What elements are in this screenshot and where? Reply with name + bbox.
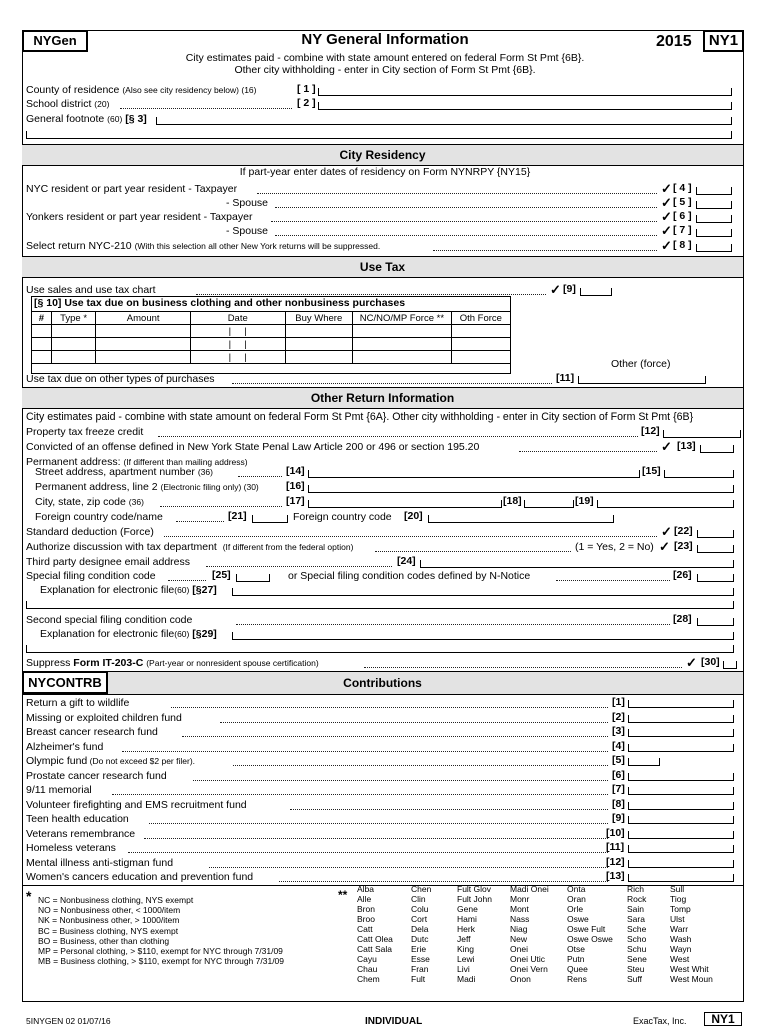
contribution-ref: [9]: [612, 812, 625, 824]
leader-dots: [206, 566, 392, 567]
contribution-ref: [8]: [612, 797, 625, 810]
page-title: NY General Information: [301, 31, 469, 48]
vendor-label: ExacTax, Inc.: [633, 1016, 687, 1026]
check-icon: ✓: [550, 282, 561, 297]
check-icon: ✓: [661, 524, 672, 539]
foreign-code-input[interactable]: [252, 515, 288, 523]
col-header: Oth Force: [451, 312, 510, 325]
contribution-input[interactable]: [628, 715, 734, 723]
county-code: Putn: [567, 954, 585, 964]
select-nyc210-label: Select return NYC-210 (With this selection all other New York returns will be suppressed.: [26, 240, 381, 252]
contribution-input[interactable]: [628, 802, 734, 810]
leader-dots: [160, 506, 282, 507]
county-code: New: [510, 934, 528, 944]
ref-19: [19]: [575, 495, 594, 507]
contribution-label: Breast cancer research fund: [26, 726, 158, 738]
explanation1-input[interactable]: [232, 588, 734, 596]
county-code: West Moun: [670, 974, 713, 984]
col-header: Amount: [96, 312, 191, 325]
county-code: Schu: [627, 944, 647, 954]
explanation1-input-2[interactable]: [26, 601, 734, 609]
school-label: School district (20): [26, 98, 110, 110]
other-purchases-label: Use tax due on other types of purchases: [26, 373, 215, 385]
use-tax-table-title: [§ 10] Use tax due on business clothing and other nonbusiness purchases: [34, 297, 406, 309]
footnote-input-2[interactable]: [26, 131, 732, 139]
county-code: Erie: [411, 944, 427, 954]
county-code: Alle: [357, 894, 372, 904]
convicted-label: Convicted of an offense defined in New York State Penal Law Article 200 or 496 or section 195.20: [26, 441, 480, 453]
contribution-input[interactable]: [628, 758, 660, 766]
legend-star: *: [26, 888, 32, 904]
leader-dots: [209, 867, 608, 868]
col-header: Buy Where: [285, 312, 353, 325]
leader-dots: [122, 751, 608, 752]
contribution-input[interactable]: [628, 744, 734, 752]
contribution-label: Homeless veterans: [26, 842, 116, 854]
street-input-2[interactable]: [664, 470, 734, 478]
check-icon: ✓: [686, 655, 697, 670]
check-icon: ✓: [661, 209, 672, 224]
school-input[interactable]: [318, 102, 732, 110]
contribution-label: Mental illness anti-stigman fund: [26, 856, 174, 869]
contribution-label: Olympic fund (Do not exceed $2 per filer).: [26, 755, 196, 767]
contribution-ref: [12]: [606, 855, 625, 868]
ref-21: [21]: [228, 510, 247, 522]
check-icon: ✓: [659, 539, 670, 554]
county-code: Gene: [457, 904, 478, 914]
county-code: Warr: [670, 924, 689, 934]
contribution-ref: [2]: [612, 710, 625, 723]
contribution-ref: [3]: [612, 725, 625, 737]
county-code: Hami: [457, 914, 477, 924]
county-code: Clin: [411, 894, 426, 904]
residency-note: If part-year enter dates of residency on Form NYNRPY {NY15}: [239, 166, 531, 178]
county-code: Onon: [510, 974, 531, 984]
contribution-label: Return a gift to wildlife: [26, 697, 130, 709]
county-code: West: [670, 954, 690, 964]
county-code: Onei Utic: [510, 954, 545, 964]
section-title: City Residency: [339, 148, 426, 162]
county-code: Sara: [627, 914, 645, 924]
contribution-input[interactable]: [628, 874, 734, 882]
legend-line: NO = Nonbusiness other, < 1000/item: [38, 905, 181, 916]
use-tax-table: [31, 311, 511, 364]
leader-dots: [271, 221, 657, 222]
legend-line: MB = Business clothing, > $110, exempt for NYC through 7/31/09: [38, 956, 285, 967]
zip-input[interactable]: [597, 500, 734, 508]
nyc-taxpayer-input[interactable]: [696, 187, 732, 195]
second-special-input[interactable]: [697, 618, 734, 626]
leader-dots: [176, 521, 224, 522]
contributions-band: [22, 671, 743, 695]
county-code: Herk: [457, 924, 475, 934]
city-estimates-note: City estimates paid - combine with state amount on federal Form St Pmt {6A}. Other city withholding - enter in City section of Form St Pmt {6B}: [26, 411, 694, 423]
property-tax-label: Property tax freeze credit: [26, 426, 144, 438]
form-id: 5INYGEN 02 01/07/16: [26, 1016, 111, 1026]
leader-dots: [364, 667, 682, 668]
contribution-ref: [1]: [612, 696, 625, 708]
county-input[interactable]: [318, 88, 732, 96]
county-code: Wash: [670, 934, 692, 944]
perm-address-label: Permanent address: (If different than mailing address): [26, 456, 248, 468]
leader-dots: [182, 736, 608, 737]
leader-dots: [112, 794, 608, 795]
leader-dots: [275, 235, 657, 236]
county-code: Jeff: [457, 934, 471, 944]
leader-dots: [238, 476, 282, 477]
explanation2-input[interactable]: [232, 632, 734, 640]
second-special-label: Second special filing condition code: [26, 614, 193, 626]
legend-line: BO = Business, other than clothing: [38, 935, 170, 946]
col-header: #: [32, 312, 52, 325]
std-deduction-input[interactable]: [697, 530, 734, 538]
contribution-label: Alzheimer's fund: [26, 740, 104, 753]
ref-8: [ 8 ]: [673, 239, 692, 251]
ref-18: [18]: [503, 495, 522, 507]
county-ref: [ 1 ]: [297, 83, 316, 95]
leader-dots: [196, 294, 546, 295]
tax-year: 2015: [656, 33, 692, 50]
section-title: Contributions: [343, 676, 422, 690]
ref-6: [ 6 ]: [673, 210, 692, 222]
foreign-country-input[interactable]: [428, 515, 614, 523]
ref-24: [24]: [397, 555, 416, 567]
leader-dots: [556, 580, 670, 581]
county-code: Otse: [567, 944, 585, 954]
county-code: Lewi: [457, 954, 475, 964]
nyc-taxpayer-label: NYC resident or part year resident - Taxpayer: [26, 183, 238, 195]
county-code: Suff: [627, 974, 642, 984]
explanation2-input-2[interactable]: [26, 645, 734, 653]
leader-dots: [257, 193, 657, 194]
use-tax-band: [22, 256, 743, 278]
third-party-input[interactable]: [420, 560, 734, 568]
county-code: Oswe: [567, 914, 589, 924]
ref-17: [17]: [286, 495, 305, 507]
header-note-2: Other city withholding - enter in City section of Form St Pmt {6B}.: [234, 64, 536, 76]
county-code: Madi Onei: [510, 884, 549, 894]
property-tax-input[interactable]: [663, 430, 741, 438]
std-deduction-label: Standard deduction (Force): [26, 526, 154, 538]
legend-line: BC = Business clothing, NYS exempt: [38, 925, 179, 936]
leader-dots: [275, 207, 657, 208]
county-code: Sull: [670, 884, 685, 894]
leader-dots: [433, 250, 657, 251]
contribution-ref: [6]: [612, 768, 625, 781]
county-code: Rich: [627, 884, 645, 894]
table-row[interactable]: | |: [32, 325, 511, 338]
contribution-label: Women's cancers education and prevention fund: [26, 871, 254, 883]
footnote-input[interactable]: [156, 117, 732, 125]
state-tag: NY1: [703, 30, 744, 52]
county-code: West Whit: [670, 964, 709, 974]
contribution-input[interactable]: [628, 787, 734, 795]
county-code: Sene: [627, 954, 647, 964]
county-code: Sche: [627, 924, 647, 934]
ref-23: [23]: [674, 540, 693, 552]
city-residency-band: [22, 144, 743, 166]
individual-label: INDIVIDUAL: [365, 1016, 423, 1027]
leader-dots: [149, 823, 608, 824]
contribution-ref: [4]: [612, 739, 625, 752]
yonkers-spouse-input[interactable]: [696, 229, 732, 237]
contribution-input[interactable]: [628, 700, 734, 708]
suppress-input[interactable]: [723, 661, 737, 669]
county-code: Cayu: [357, 954, 377, 964]
school-ref: [ 2 ]: [297, 97, 316, 109]
contribution-label: Missing or exploited children fund: [26, 711, 182, 724]
contribution-input[interactable]: [628, 831, 734, 839]
county-code: Rens: [567, 974, 587, 984]
county-code: Fult: [411, 974, 426, 984]
county-code: Chen: [411, 884, 432, 894]
ref-4: [ 4 ]: [673, 182, 692, 194]
leader-dots: [128, 852, 608, 853]
county-label: County of residence (Also see city residency below) (16): [26, 84, 257, 96]
contribution-label: Prostate cancer research fund: [26, 769, 167, 782]
county-code: Orle: [567, 904, 584, 914]
ref-9: [9]: [563, 283, 576, 295]
leader-dots: [279, 881, 608, 882]
contribution-input[interactable]: [628, 860, 734, 868]
contribution-label: Teen health education: [26, 813, 129, 825]
spouse-label-2: - Spouse: [226, 225, 269, 237]
county-code: Quee: [567, 964, 588, 974]
check-icon: ✓: [661, 439, 672, 454]
ref-20: [20]: [404, 510, 423, 522]
leader-dots: [233, 765, 608, 766]
explanation1-label: Explanation for electronic file(60) [§27]: [40, 584, 217, 596]
contribution-input[interactable]: [628, 816, 734, 824]
section-title: Other Return Information: [310, 391, 455, 405]
ref-16: [16]: [286, 480, 305, 492]
special-code-label: Special filing condition code: [26, 570, 156, 582]
or-special-label: or Special filing condition codes defined by N-Notice: [288, 570, 531, 582]
check-icon: ✓: [661, 195, 672, 210]
county-code: Esse: [411, 954, 430, 964]
ref-7: [ 7 ]: [673, 224, 692, 236]
leader-dots: [171, 707, 608, 708]
third-party-label: Third party designee email address: [26, 556, 191, 568]
spouse-label-1: - Spouse: [226, 197, 269, 209]
contribution-ref: [10]: [606, 826, 625, 839]
county-code: Colu: [411, 904, 429, 914]
ref-14: [14]: [286, 465, 305, 477]
leader-dots: [519, 451, 657, 452]
county-code: Onta: [567, 884, 586, 894]
county-code: Fult Glov: [457, 884, 492, 894]
county-code: Dela: [411, 924, 429, 934]
leader-dots: [193, 780, 608, 781]
sales-chart-label: Use sales and use tax chart: [26, 284, 156, 296]
legend-line: MP = Personal clothing, > $110, exempt for NYC through 7/31/09: [38, 946, 283, 956]
form-code-tag: NYGen: [22, 30, 88, 52]
contribution-ref: [13]: [606, 870, 625, 882]
county-code: Scho: [627, 934, 647, 944]
street-input[interactable]: [308, 470, 640, 478]
state-input[interactable]: [524, 500, 574, 508]
county-code: Broo: [357, 914, 375, 924]
leader-dots: [164, 536, 657, 537]
yes-no-label: (1 = Yes, 2 = No): [575, 541, 654, 553]
county-code: Steu: [627, 964, 645, 974]
address-line2-label: Permanent address, line 2 (Electronic filing only) (30): [35, 481, 259, 493]
convicted-input[interactable]: [700, 445, 734, 453]
ref-13: [13]: [677, 440, 696, 452]
contribution-label: Volunteer firefighting and EMS recruitment fund: [26, 798, 247, 811]
col-header: Date: [190, 312, 285, 325]
leader-dots: [144, 838, 608, 839]
county-code: Mont: [510, 904, 529, 914]
county-code: Madi: [457, 974, 476, 984]
check-icon: ✓: [661, 223, 672, 238]
ref-22: [22]: [674, 525, 693, 537]
ref-25: [25]: [212, 569, 231, 581]
nycontrb-tag: NYCONTRB: [22, 671, 108, 694]
col-header: Type *: [51, 312, 96, 325]
street-label: Street address, apartment number (36): [35, 466, 213, 478]
county-code: Oran: [567, 894, 586, 904]
suppress-label: Suppress Form IT-203-C (Part-year or nonresident spouse certification): [26, 657, 319, 669]
county-code: Livi: [457, 964, 470, 974]
county-code: Rock: [627, 894, 647, 904]
footnote-label: General footnote (60) [§ 3]: [26, 113, 147, 125]
table-row[interactable]: | |: [32, 351, 511, 364]
county-code: Oswe Oswe: [567, 934, 613, 944]
foreign-country-label: Foreign country code: [293, 511, 392, 523]
county-code: Oswe Fult: [567, 924, 606, 934]
leader-dots: [375, 551, 571, 552]
contribution-ref: [11]: [606, 841, 625, 853]
contribution-input[interactable]: [628, 773, 734, 781]
county-code: Catt: [357, 924, 373, 934]
county-code: Fran: [411, 964, 429, 974]
explanation2-label: Explanation for electronic file(60) [§29]: [40, 628, 217, 640]
county-code: Chem: [357, 974, 380, 984]
leader-dots: [168, 580, 206, 581]
other-info-band: [22, 387, 743, 409]
other-force-label: Other (force): [611, 358, 671, 370]
county-code: Dutc: [411, 934, 429, 944]
nyc210-input[interactable]: [696, 244, 732, 252]
address-line2-input[interactable]: [308, 485, 734, 493]
contribution-label: 9/11 memorial: [26, 784, 92, 796]
ref-5: [ 5 ]: [673, 196, 692, 208]
county-code: Tomp: [670, 904, 691, 914]
nyc-spouse-input[interactable]: [696, 201, 732, 209]
col-header: NC/NO/MP Force **: [353, 312, 452, 325]
table-row[interactable]: | |: [32, 338, 511, 351]
county-code: Nass: [510, 914, 530, 924]
city-state-zip-label: City, state, zip code (36): [35, 496, 144, 508]
county-code: Chau: [357, 964, 378, 974]
county-code: Catt Olea: [357, 934, 393, 944]
legend-line: NC = Nonbusiness clothing, NYS exempt: [38, 895, 194, 905]
county-code: Monr: [510, 894, 530, 904]
city-input[interactable]: [308, 500, 502, 508]
leader-dots: [232, 383, 552, 384]
county-code: Bron: [357, 904, 375, 914]
leader-dots: [120, 108, 292, 109]
ref-12: [12]: [641, 425, 660, 437]
special-code-input[interactable]: [236, 574, 270, 582]
ref-11: [11]: [556, 372, 575, 384]
county-code: King: [457, 944, 475, 954]
leader-dots: [158, 436, 638, 437]
check-icon: ✓: [661, 238, 672, 253]
contribution-label: Veterans remembrance: [26, 827, 136, 840]
yonkers-taxpayer-input[interactable]: [696, 215, 732, 223]
ref-15: [15]: [642, 465, 661, 477]
leader-dots: [220, 722, 608, 723]
legend-dstar: **: [338, 888, 348, 902]
county-code: Onei: [510, 944, 528, 954]
other-purchases-input[interactable]: [578, 376, 706, 384]
or-special-input[interactable]: [697, 574, 734, 582]
sales-chart-input[interactable]: [580, 288, 612, 296]
ref-30: [30]: [701, 656, 720, 668]
contribution-input[interactable]: [628, 729, 734, 737]
county-code: Fult John: [457, 894, 492, 904]
table-header-row: [32, 312, 511, 325]
county-code: Cort: [411, 914, 428, 924]
ref-28: [28]: [673, 613, 692, 625]
contribution-ref: [5]: [612, 754, 625, 766]
county-code: Wayn: [670, 944, 692, 954]
county-code: Sain: [627, 904, 645, 914]
county-code: Niag: [510, 924, 528, 934]
legend-line: NK = Nonbusiness other, > 1000/item: [38, 915, 180, 926]
leader-dots: [236, 624, 670, 625]
footer-state-tag: NY1: [704, 1012, 742, 1026]
contribution-ref: [7]: [612, 783, 625, 795]
county-code: Tiog: [670, 894, 687, 904]
leader-dots: [290, 809, 608, 810]
authorize-input[interactable]: [697, 545, 734, 553]
authorize-label: Authorize discussion with tax department (If different from the federal option): [26, 541, 354, 553]
county-code: Ulst: [670, 914, 685, 924]
header-note-1: City estimates paid - combine with state amount entered on federal Form St Pmt {6B}.: [185, 52, 585, 64]
check-icon: ✓: [661, 181, 672, 196]
ref-26: [26]: [673, 569, 692, 581]
county-code: Alba: [357, 884, 375, 894]
county-code: Onei Vern: [510, 964, 548, 974]
county-code: Catt Sala: [357, 944, 392, 954]
section-title: Use Tax: [359, 260, 406, 274]
contribution-input[interactable]: [628, 845, 734, 853]
foreign-code-label: Foreign country code/name: [35, 511, 163, 523]
yonkers-taxpayer-label: Yonkers resident or part year resident - Taxpayer: [26, 211, 253, 223]
